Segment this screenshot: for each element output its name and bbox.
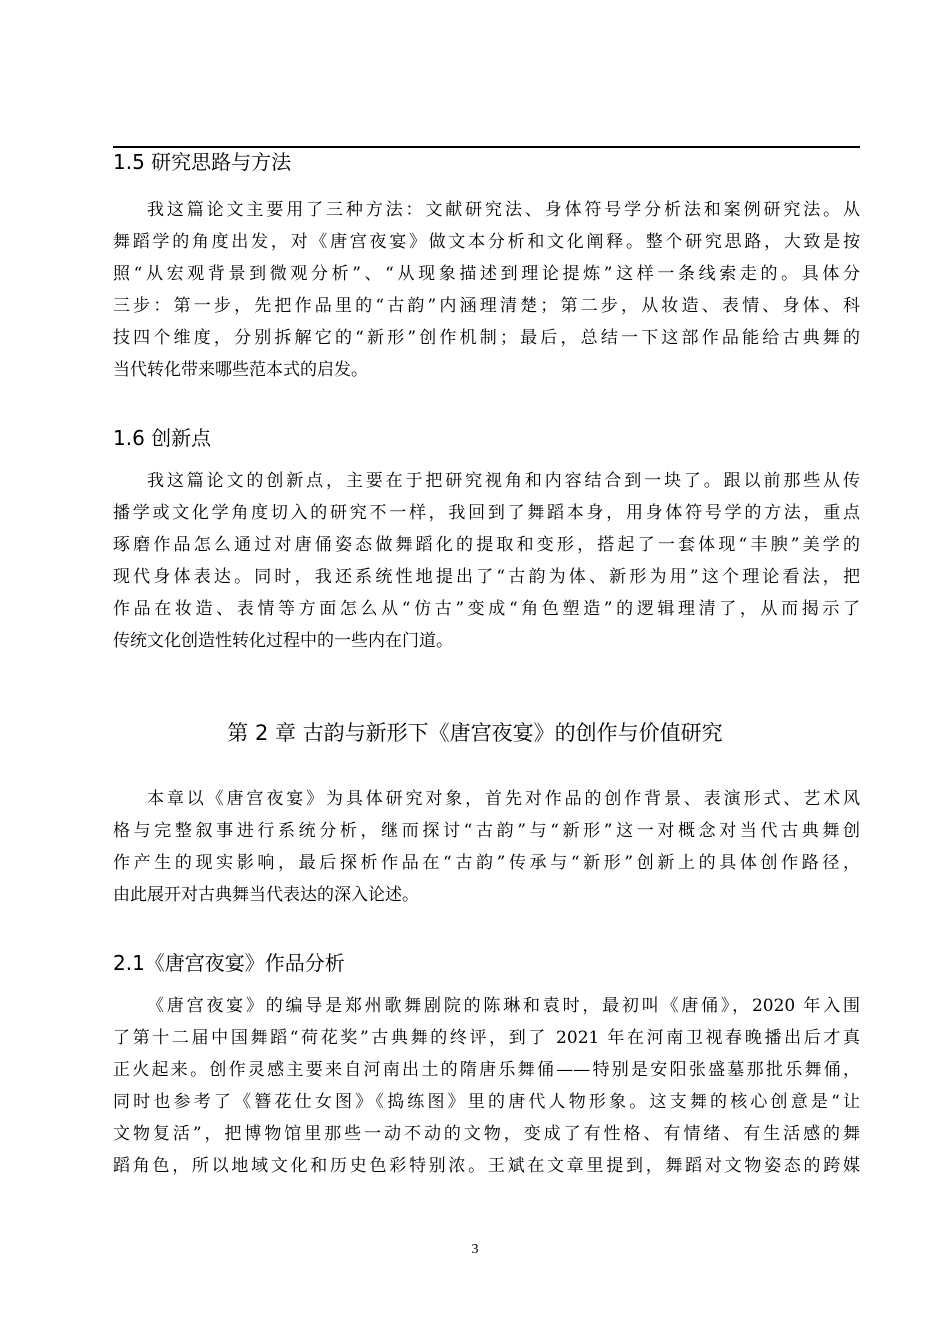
text-line: 《唐宫夜宴》的编导是郑州歌舞剧院的陈琳和袁时，最初叫《唐俑》，2020 年入围 (147, 996, 860, 1016)
page-number: 3 (471, 1242, 479, 1257)
text-line: 同时也参考了《簪花仕女图》《捣练图》里的唐代人物形象。这支舞的核心创意是“让 (113, 1092, 860, 1112)
section-heading-1-5: 1.5 研究思路与方法 (113, 150, 292, 174)
text-line: 正火起来。创作灵感主要来自河南出土的隋唐乐舞俑——特别是安阳张盛墓那批乐舞俑， (113, 1060, 860, 1080)
text-line: 作品在妆造、表情等方面怎么从“仿古”变成“角色塑造”的逻辑理清了，从而揭示了 (113, 599, 860, 619)
paragraph-2-1 (113, 990, 860, 1182)
text-line: 照“从宏观背景到微观分析”、“从现象描述到理论提炼”这样一条线索走的。具体分 (113, 264, 860, 284)
section-heading-2-1: 2.1《唐宫夜宴》作品分析 (113, 951, 345, 975)
text-line: 当代转化带来哪些范本式的启发。 (113, 360, 368, 380)
text-line: 作产生的现实影响，最后探析作品在“古韵”传承与“新形”创新上的具体创作路径， (113, 853, 860, 873)
text-line: 播学或文化学角度切入的研究不一样，我回到了舞蹈本身，用身体符号学的方法，重点 (113, 503, 860, 523)
text-line: 传统文化创造性转化过程中的一些内在门道。 (113, 631, 453, 651)
text-line: 文物复活”，把博物馆里那些一动不动的文物，变成了有性格、有情绪、有生活感的舞 (113, 1124, 860, 1144)
text-line: 本章以《唐宫夜宴》为具体研究对象，首先对作品的创作背景、表演形式、艺术风 (147, 789, 860, 809)
text-line: 蹈角色，所以地域文化和历史色彩特别浓。王斌在文章里提到，舞蹈对文物姿态的跨媒 (113, 1156, 860, 1176)
text-line: 格与完整叙事进行系统分析，继而探讨“古韵”与“新形”这一对概念对当代古典舞创 (113, 821, 860, 841)
text-line: 我这篇论文主要用了三种方法：文献研究法、身体符号学分析法和案例研究法。从 (147, 200, 860, 220)
text-line: 现代身体表达。同时，我还系统性地提出了“古韵为体、新形为用”这个理论看法，把 (113, 567, 860, 587)
paragraph-chapter-2-intro (113, 783, 860, 911)
paragraph-1-6 (113, 465, 860, 657)
text-line: 我这篇论文的创新点，主要在于把研究视角和内容结合到一块了。跟以前那些从传 (147, 471, 860, 491)
text-line: 技四个维度，分别拆解它的“新形”创作机制；最后，总结一下这部作品能给古典舞的 (113, 328, 860, 348)
text-line: 舞蹈学的角度出发，对《唐宫夜宴》做文本分析和文化阐释。整个研究思路，大致是按 (113, 232, 860, 252)
text-line: 了第十二届中国舞蹈“荷花奖”古典舞的终评，到了 2021 年在河南卫视春晚播出后才真 (113, 1028, 860, 1048)
paragraph-1-5 (113, 194, 860, 386)
section-heading-1-6: 1.6 创新点 (113, 426, 212, 450)
chapter-title: 第 2 章 古韵与新形下《唐宫夜宴》的创作与价值研究 (227, 721, 723, 745)
text-line: 琢磨作品怎么通过对唐俑姿态做舞蹈化的提取和变形，搭起了一套体现“丰腴”美学的 (113, 535, 860, 555)
text-line: 三步：第一步，先把作品里的“古韵”内涵理清楚；第二步，从妆造、表情、身体、科 (113, 296, 860, 316)
text-line: 由此展开对古典舞当代表达的深入论述。 (113, 885, 419, 905)
